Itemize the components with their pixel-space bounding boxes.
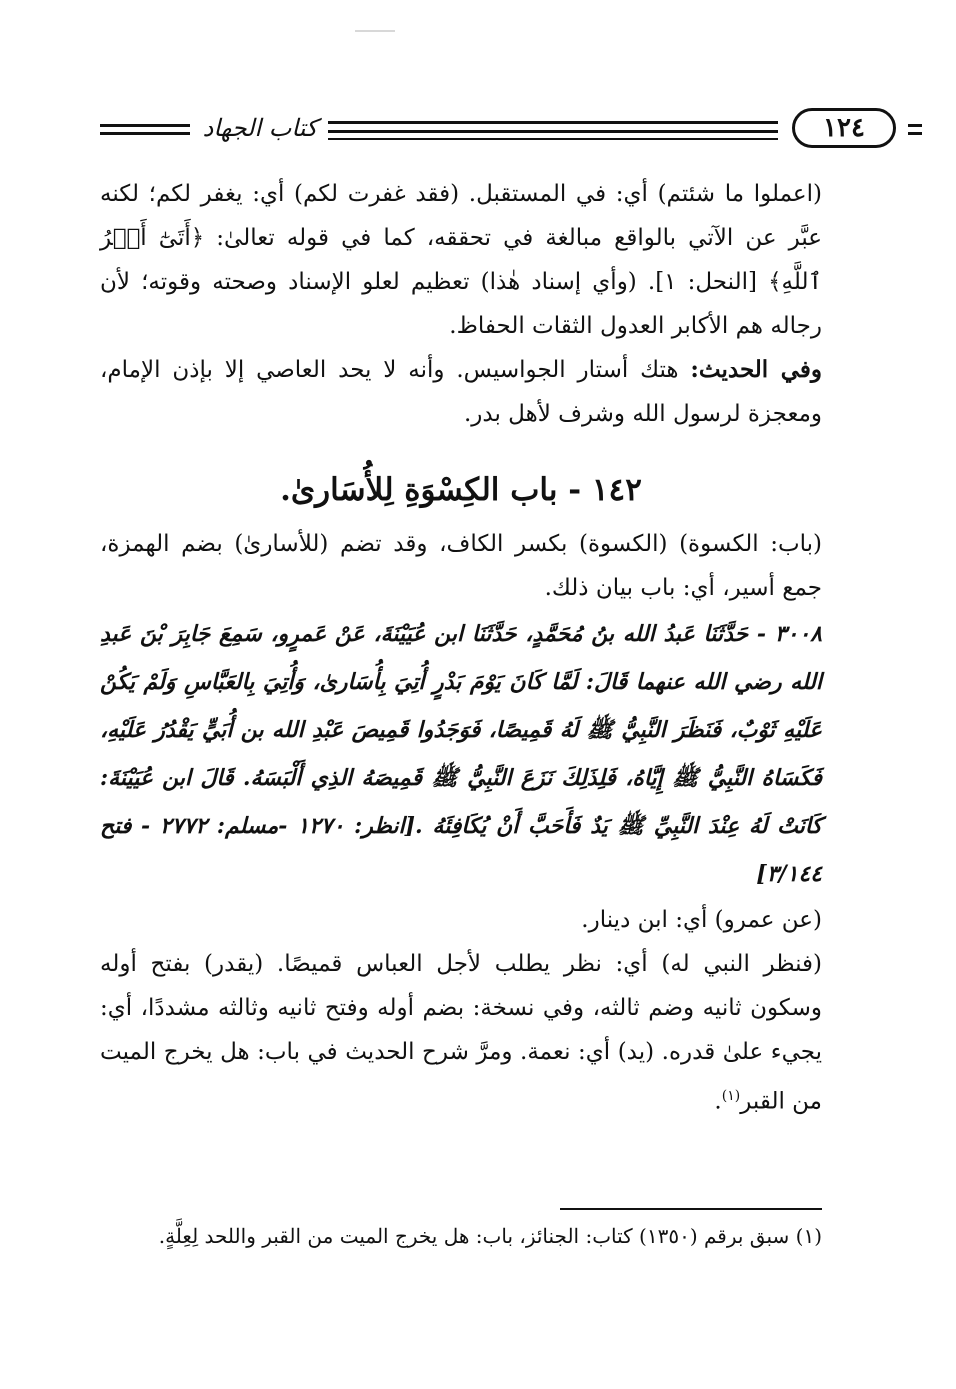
scan-artifact (355, 30, 395, 32)
paragraph-text: هتك أستار الجواسيس. وأنه لا يحد العاصي إلا بإذن الإمام، ومعجزة لرسول الله وشرف لأهل بدر. (100, 357, 822, 427)
commentary-paragraph: (اعملوا ما شئتم) أي: في المستقبل. (فقد غفرت لكم) أي: يغفر لكم؛ لكنه عبَّر عن الآتي بالواقع مبالغة في تحققه، كما في قوله تعالىٰ: ﴿أَتَىٰٓ أَمۡرُ ٱللَّهِ﴾ [النحل: ١]. (وأي إسناد هٰذا) تعظيم لعلو الإسناد وصحته وقوته؛ لأن رجاله هم الأكابر العدول الثقات الحفاظ. (100, 181, 822, 339)
commentary-paragraph: (باب: الكسوة) (الكسوة) بكسر الكاف، وقد تضم (للأساریٰ) بضم الهمزة، جمع أسير، أي: باب بيان ذلك. (100, 531, 822, 601)
footnote-divider (560, 1208, 822, 1210)
header-rule (328, 130, 778, 133)
hadith-text: ٣٠٠٨ - حَدَّثَنَا عَبدُ الله بنُ مُحَمَّدٍ، حَدَّثَنَا ابن عُيَيْنَةَ، عَنْ عَمرٍو، سَمِعَ جَابِرَ بْنَ عَبدِ الله رضي الله عنهما قَالَ: لَمَّا كَانَ يَوْمَ بَدْرٍ أُتِيَ بِأُسَارىٰ، وَأُتِيَ بِالعَبَّاسِ وَلَمْ يَكُنْ عَلَيْهِ ثَوْبٌ، فَنَظَرَ النَّبِيُّ ﷺ لَهُ قَمِيصًا، فَوَجَدُوا قَمِيصَ عَبْدِ الله بن أُبَيٍّ يَقْدُرُ عَلَيْهِ، فَكَسَاهُ النَّبِيُّ ﷺ إِيَّاهُ، فَلِذَلِكَ نَزَعَ النَّبِيُّ ﷺ قَمِيصَهُ الذِي أَلْبَسَهُ. قَالَ ابن عُيَيْنَةَ: كَانَتْ لَهُ عِنْدَ النَّبِيِّ ﷺ يَدٌ فَأَحَبَّ أَنْ يُكَافِئَهُ .[انظر: ١٢٧٠ -مسلم: ٢٧٧٢ - فتح ٣/١٤٤] (100, 621, 822, 887)
header-rule (328, 121, 778, 124)
commentary-paragraph (100, 348, 822, 436)
section-heading: ١٤٢ - باب الكِسْوَةِ لِلأُسَارىٰ. (280, 472, 642, 508)
commentary-paragraph: (عن عمرو) أي: ابن دينار. (581, 907, 822, 933)
header-rule (328, 138, 778, 140)
page-body (100, 172, 822, 1124)
paragraph-lead: وفي الحديث: (690, 356, 822, 383)
paragraph-text: (فنظر النبي له) أي: نظر يطلب لأجل العباس قميصًا. (يقدر) بفتح أوله وسكون ثانيه وضم ثالثه، وفي نسخة: بضم أوله وفتح ثانيه وثالثه مشددًا، أي: يجيء علىٰ قدره. (يد) أي: نعمة. ومرَّ شرح الحديث في باب: هل يخرج الميت من القبر (100, 951, 822, 1115)
footnote-reference: (١) (721, 1088, 741, 1104)
header-rule (100, 124, 190, 127)
page-number: ١٢٤ (792, 108, 896, 148)
header-rule (100, 132, 190, 135)
header-rule (908, 124, 922, 127)
footnote: (١) سبق برقم (١٣٥٠) كتاب: الجنائز، باب: هل يخرج الميت من القبر واللحد لِعِلَّةٍ. (158, 1224, 822, 1248)
paragraph-end: . (714, 1088, 722, 1115)
header-rule (908, 132, 922, 135)
commentary-paragraph (100, 942, 822, 1124)
page-header (100, 108, 865, 156)
book-title: كتاب الجهاد (202, 114, 318, 142)
